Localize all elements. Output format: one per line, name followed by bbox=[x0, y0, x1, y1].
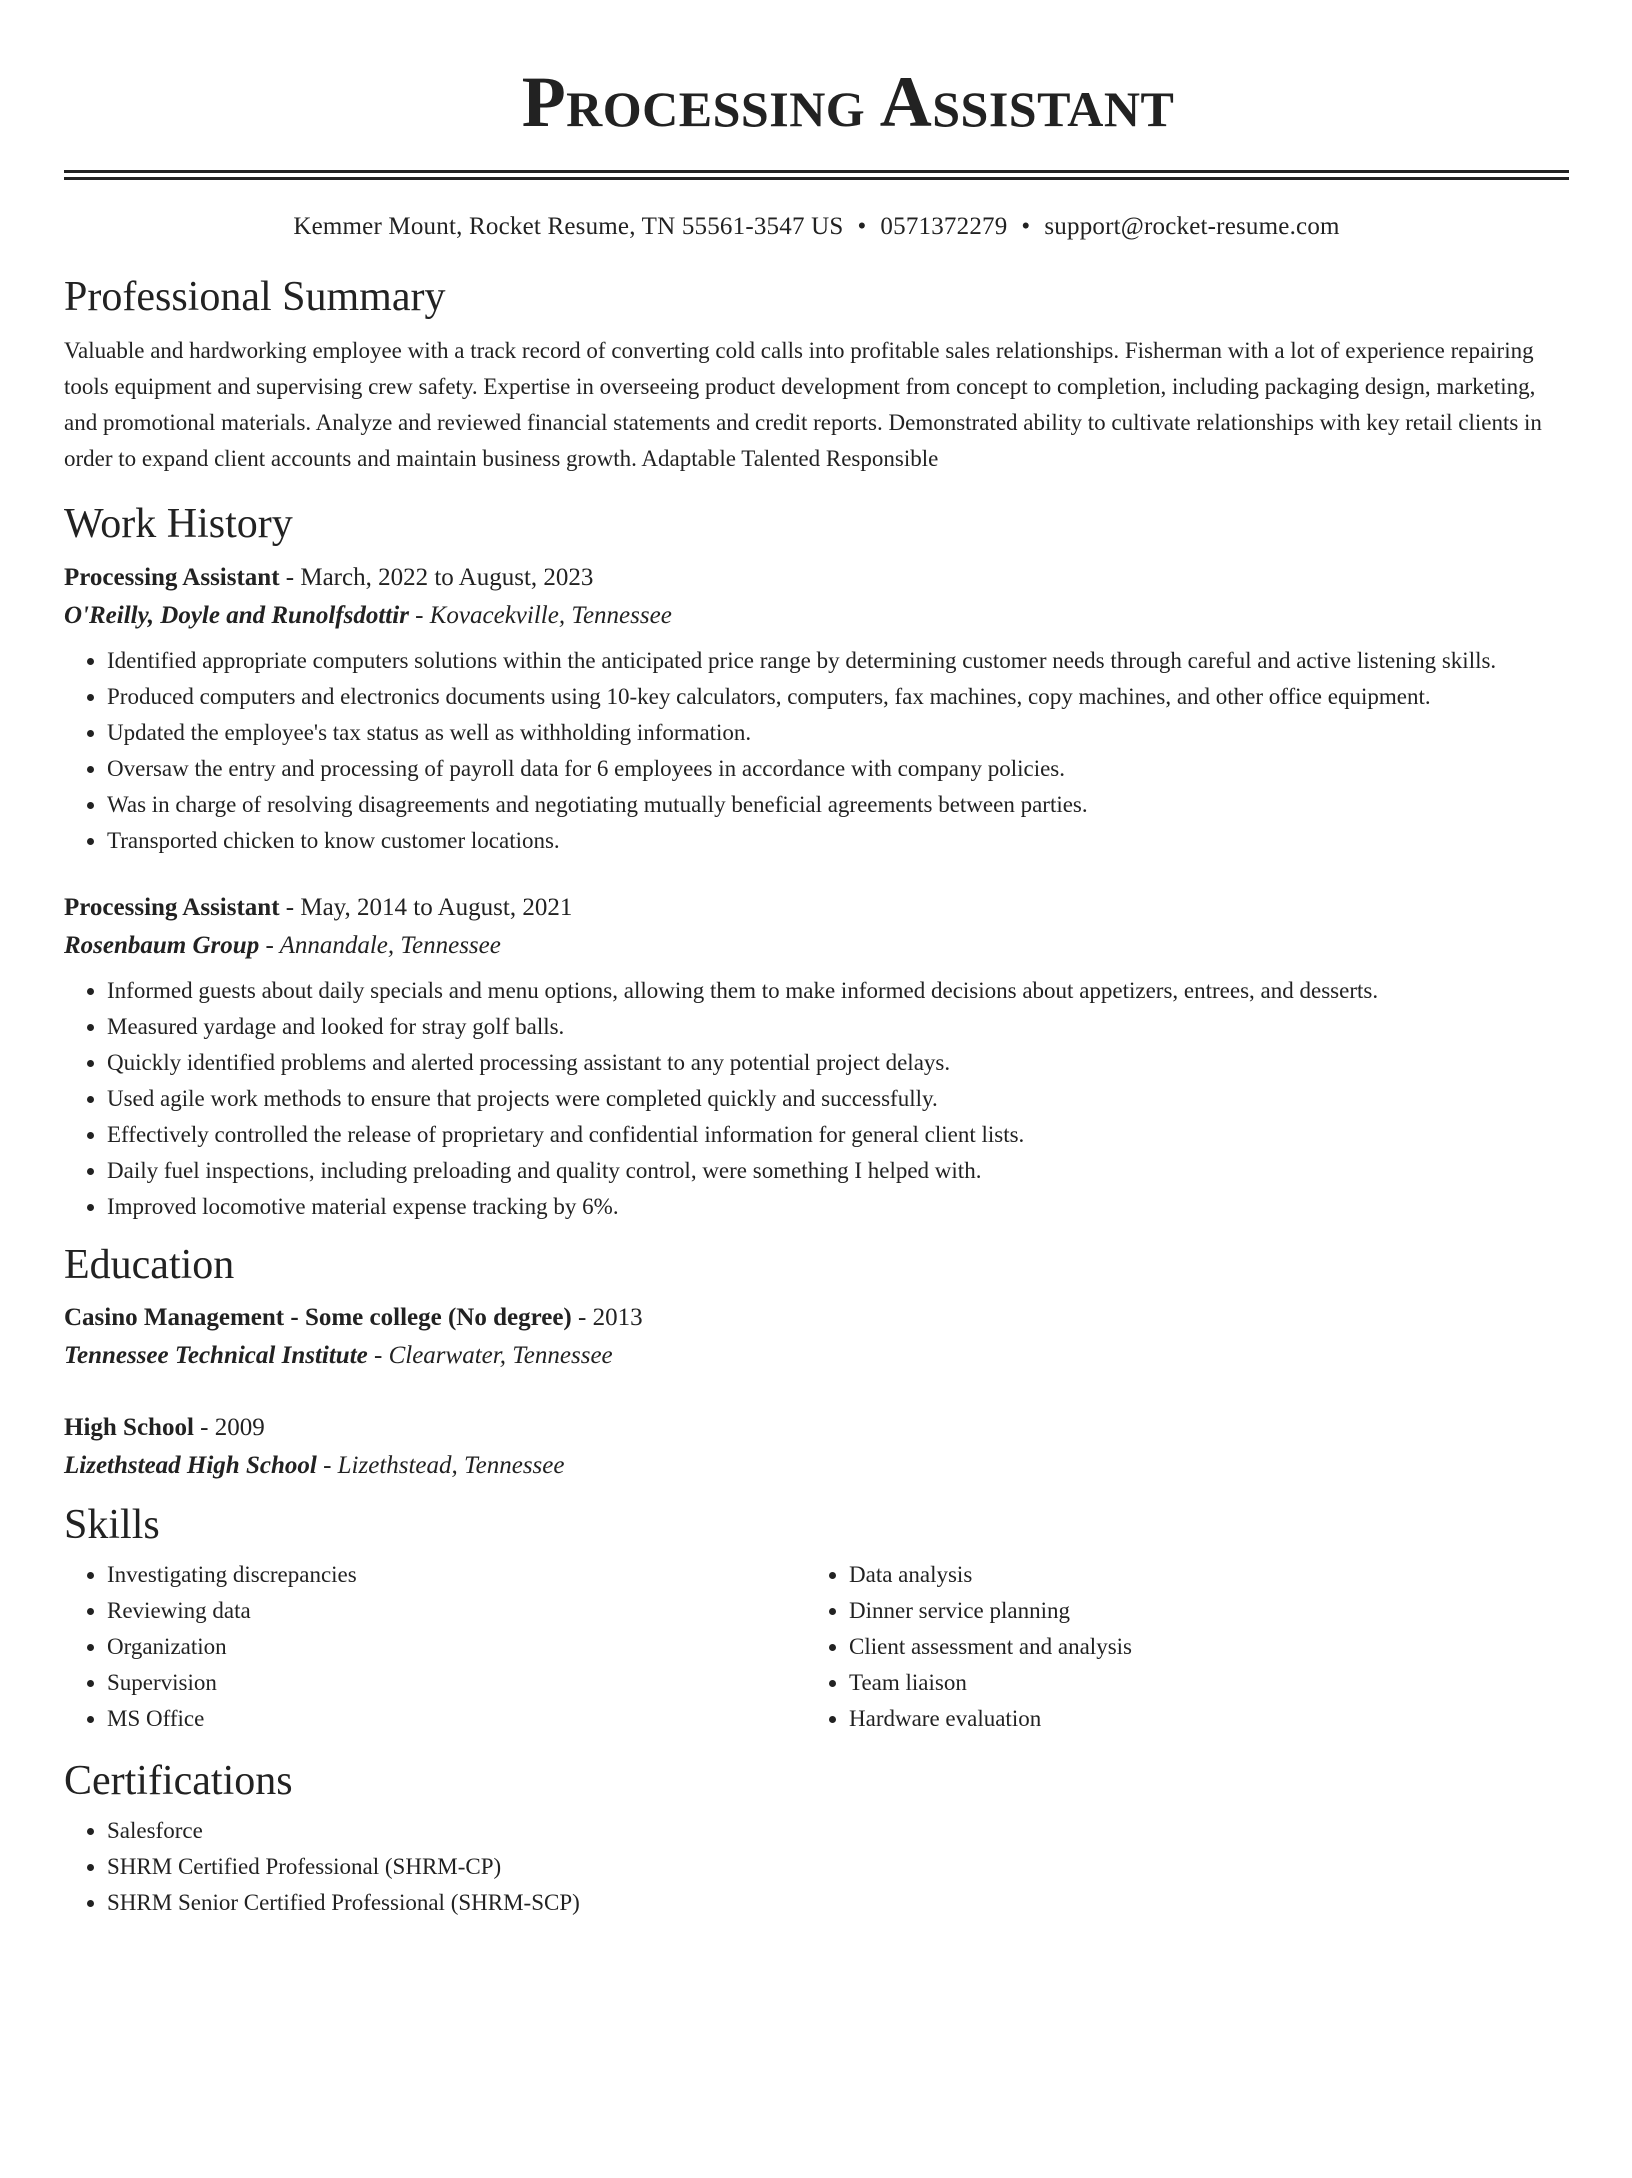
job-dates: - May, 2014 to August, 2021 bbox=[279, 893, 573, 921]
job-company: Rosenbaum Group bbox=[64, 931, 260, 959]
section-title-certifications: Certifications bbox=[64, 1758, 293, 1805]
list-item: • Daily fuel inspections, including preloading and quality control, were something I helped with. bbox=[107, 1153, 1569, 1189]
degree-line bbox=[64, 1299, 1569, 1337]
job-dates: - March, 2022 to August, 2023 bbox=[279, 563, 594, 591]
school-line bbox=[64, 1447, 1569, 1485]
work-history-section bbox=[64, 500, 1569, 1224]
list-item: • Dinner service planning bbox=[849, 1593, 1548, 1629]
skills-column-left bbox=[64, 1549, 806, 1737]
education-section bbox=[64, 1241, 1569, 1485]
certifications-list bbox=[64, 1813, 1569, 1921]
list-item: • Identified appropriate computers solutions within the anticipated price range by determining customer needs through careful and active listening skills. bbox=[107, 643, 1569, 679]
list-item: • Organization bbox=[107, 1629, 806, 1665]
job-title-line bbox=[64, 559, 1569, 597]
list-item: • Effectively controlled the release of proprietary and confidential information for general client lists. bbox=[107, 1117, 1569, 1153]
list-item: • Measured yardage and looked for stray golf balls. bbox=[107, 1009, 1569, 1045]
job-role: Processing Assistant bbox=[64, 563, 280, 591]
job-company-line bbox=[64, 927, 1569, 965]
list-item: • Was in charge of resolving disagreements and negotiating mutually beneficial agreements between parties. bbox=[107, 787, 1569, 823]
list-item: • Reviewing data bbox=[107, 1593, 806, 1629]
degree-year: - 2013 bbox=[571, 1303, 643, 1331]
section-title-education: Education bbox=[64, 1241, 235, 1288]
skills-list bbox=[806, 1557, 1548, 1737]
list-item: • SHRM Senior Certified Professional (SHRM-SCP) bbox=[107, 1885, 1569, 1921]
job-location: - Kovacekville, Tennessee bbox=[408, 601, 672, 629]
job-title-line bbox=[64, 889, 1569, 927]
summary-section bbox=[64, 273, 1569, 477]
school-name: Lizethstead High School bbox=[64, 1451, 317, 1479]
certifications-section bbox=[64, 1757, 1569, 1921]
list-item: • Supervision bbox=[107, 1665, 806, 1701]
school-name: Tennessee Technical Institute bbox=[64, 1341, 368, 1369]
degree-line bbox=[64, 1409, 1569, 1447]
list-item: • SHRM Certified Professional (SHRM-CP) bbox=[107, 1849, 1569, 1885]
separator-dot: • bbox=[857, 213, 867, 240]
resume-name: Processing Assistant bbox=[521, 62, 1175, 142]
skills-section bbox=[64, 1501, 1569, 1737]
list-item: • Improved locomotive material expense tracking by 6%. bbox=[107, 1189, 1569, 1225]
degree-name: Casino Management - Some college (No degree) bbox=[64, 1303, 572, 1331]
list-item: • Produced computers and electronics documents using 10-key calculators, computers, fax machines, copy machines, and other office equipment. bbox=[107, 679, 1569, 715]
section-title-summary: Professional Summary bbox=[64, 274, 446, 320]
section-title-work: Work History bbox=[64, 501, 293, 548]
list-item: • Updated the employee's tax status as well as withholding information. bbox=[107, 715, 1569, 751]
list-item: • MS Office bbox=[107, 1701, 806, 1737]
contact-phone: 0571372279 bbox=[880, 213, 1008, 240]
list-item: • Hardware evaluation bbox=[849, 1701, 1548, 1737]
list-item: • Salesforce bbox=[107, 1813, 1569, 1849]
contact-email: support@rocket-resume.com bbox=[1044, 213, 1340, 240]
list-item: • Informed guests about daily specials and menu options, allowing them to make informed decisions about appetizers, entrees, and desserts. bbox=[107, 973, 1569, 1009]
job-entry bbox=[64, 889, 1569, 1225]
job-company: O'Reilly, Doyle and Runolfsdottir bbox=[64, 601, 409, 629]
list-item: • Team liaison bbox=[849, 1665, 1548, 1701]
list-item: • Oversaw the entry and processing of payroll data for 6 employees in accordance with company policies. bbox=[107, 751, 1569, 787]
job-entry bbox=[64, 559, 1569, 859]
contact-address: Kemmer Mount, Rocket Resume, TN 55561-3547 US bbox=[293, 213, 844, 240]
job-location: - Annandale, Tennessee bbox=[259, 931, 501, 959]
skills-grid bbox=[64, 1549, 1569, 1737]
section-title-skills: Skills bbox=[64, 1501, 160, 1548]
header-divider bbox=[64, 170, 1569, 180]
list-item: • Investigating discrepancies bbox=[107, 1557, 806, 1593]
list-item: • Data analysis bbox=[849, 1557, 1548, 1593]
list-item: • Used agile work methods to ensure that projects were completed quickly and successfully. bbox=[107, 1081, 1569, 1117]
degree-name: High School bbox=[64, 1413, 194, 1441]
resume-page bbox=[64, 62, 1632, 1921]
skills-list bbox=[64, 1557, 806, 1737]
list-item: • Client assessment and analysis bbox=[849, 1629, 1548, 1665]
separator-dot: • bbox=[1021, 213, 1031, 240]
summary-text: Valuable and hardworking employee with a track record of converting cold calls into profitable sales relationships. Fisherman with a lot of experience repairing tools equipment and supervising crew safety. Expertise in overseeing product development from concept to completion, including packaging design, marketing, and promotional materials. Analyze and reviewed financial statements and credit reports. Demonstrated ability to cultivate relationships with key retail clients in order to expand client accounts and maintain business growth. Adaptable Talented Responsible bbox=[64, 338, 1542, 472]
job-bullets bbox=[64, 643, 1569, 859]
education-entry bbox=[64, 1409, 1569, 1485]
school-location: - Lizethstead, Tennessee bbox=[316, 1451, 565, 1479]
skills-column-right bbox=[806, 1549, 1548, 1737]
school-line bbox=[64, 1337, 1569, 1375]
list-item: • Quickly identified problems and alerted processing assistant to any potential project delays. bbox=[107, 1045, 1569, 1081]
education-entry bbox=[64, 1299, 1569, 1375]
job-bullets bbox=[64, 973, 1569, 1225]
list-item: • Transported chicken to know customer locations. bbox=[107, 823, 1569, 859]
school-location: - Clearwater, Tennessee bbox=[367, 1341, 613, 1369]
job-role: Processing Assistant bbox=[64, 893, 280, 921]
degree-year: - 2009 bbox=[193, 1413, 265, 1441]
job-company-line bbox=[64, 597, 1569, 635]
contact-line bbox=[64, 213, 1569, 241]
